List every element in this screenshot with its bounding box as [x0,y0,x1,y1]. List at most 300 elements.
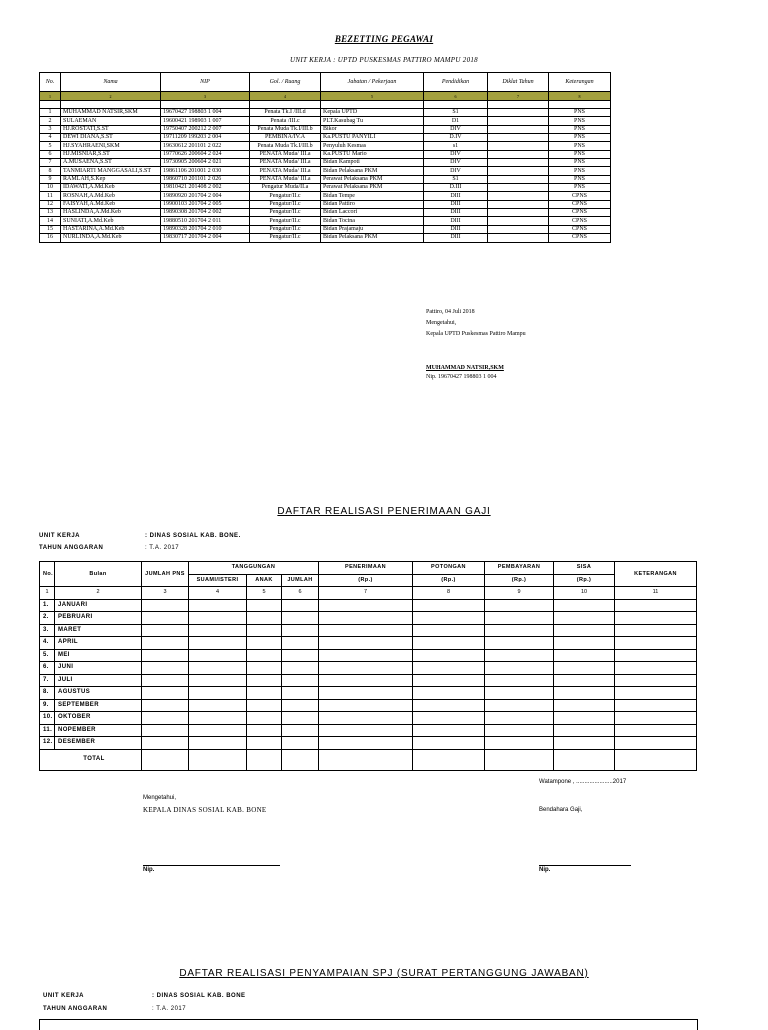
empty-cell [554,699,615,712]
month-no: 6. [40,662,55,675]
cell-nama: ROSNAH,A.Md.Keb [61,192,161,200]
empty-cell [615,737,697,750]
cell-diklat [488,225,549,233]
table-row [40,175,611,183]
cell-nip: 19861106 201001 2 030 [161,167,250,175]
cell-no: 6 [40,150,61,158]
month-name: JUNI [55,662,142,675]
month-no: 10. [40,712,55,725]
empty-cell [485,749,554,770]
empty-cell [485,724,554,737]
empty-cell [554,674,615,687]
cell-nama: RAMLAH,S.Kep [61,175,161,183]
column-number: 1 [40,587,55,600]
empty-cell [615,724,697,737]
empty-cell [413,662,485,675]
empty-cell [247,737,282,750]
doc2-known: Mengetahui, [143,795,177,801]
month-name: OKTOBER [55,712,142,725]
empty-cell [615,699,697,712]
cell-keterangan: CPNS [549,225,611,233]
cell-diklat [488,109,549,117]
empty-cell [247,699,282,712]
cell-pendidikan: DIV [424,159,488,167]
header-jumlah-pns: JUMLAH PNS [142,562,189,587]
empty-cell [615,599,697,612]
cell-golongan: Penata Muda Tk.I/III.b [250,125,321,133]
month-name: SEPTEMBER [55,699,142,712]
empty-cell [615,674,697,687]
cell-no: 14 [40,217,61,225]
empty-cell [189,674,247,687]
month-no: 5. [40,649,55,662]
cell-jabatan: Kepala UPTD [321,109,424,117]
empty-cell [319,749,413,770]
cell-diklat [488,159,549,167]
cell-nama: DEWI DIANA,S.ST [61,134,161,142]
empty-cell [485,624,554,637]
cell-nip: 19890920 201704 2 004 [161,192,250,200]
empty-cell [413,649,485,662]
cell-keterangan: CPNS [549,234,611,242]
empty-cell [189,699,247,712]
column-number: 5 [321,92,424,101]
cell-golongan: Pengatur/II.c [250,200,321,208]
month-name: JANUARI [55,599,142,612]
doc1-title: BEZETTING PEGAWAI [334,34,434,44]
empty-cell [282,737,319,750]
cell-pendidikan: DIII [424,192,488,200]
cell-keterangan: PNS [549,150,611,158]
empty-cell [485,674,554,687]
empty-cell [615,624,697,637]
table-row [40,200,611,208]
column-number: 3 [161,92,250,101]
doc3-year-value: : T.A. 2017 [152,1006,187,1012]
cell-no: 10 [40,184,61,192]
cell-nip: 19890308 201704 2 002 [161,209,250,217]
empty-cell [142,712,189,725]
empty-cell [142,724,189,737]
empty-cell [142,649,189,662]
empty-cell [247,599,282,612]
column-number: 3 [142,587,189,600]
header-no: No. [40,73,61,92]
cell-golongan: Pengatur/II.c [250,234,321,242]
table-row [40,109,611,117]
empty-cell [319,699,413,712]
empty-cell [247,749,282,770]
header-no: No. [40,562,55,587]
cell-jabatan: PLT.Kasubag Tu [321,117,424,125]
header-potongan: POTONGAN [413,562,485,575]
month-no: 9. [40,699,55,712]
empty-cell [189,599,247,612]
cell-jabatan: Perawat Pelaksana PKM [321,175,424,183]
doc1-position: Kepala UPTD Puskesmas Pattiro Mampu [426,331,526,337]
month-row [40,712,697,725]
cell-diklat [488,200,549,208]
spj-table-top [39,1019,698,1030]
empty-cell [319,637,413,650]
header-rp: (Rp.) [413,574,485,587]
month-row [40,649,697,662]
empty-cell [319,674,413,687]
cell-diklat [488,125,549,133]
empty-cell [554,737,615,750]
table-row [40,142,611,150]
cell-no: 15 [40,225,61,233]
month-row [40,699,697,712]
column-number: 1 [40,92,61,101]
header-rp: (Rp.) [554,574,615,587]
empty-cell [142,612,189,625]
empty-cell [413,749,485,770]
cell-pendidikan: DIV [424,125,488,133]
table-row [40,209,611,217]
cell-diklat [488,150,549,158]
empty-cell [485,649,554,662]
header-nip: NIP [161,73,250,92]
month-name: NOPEMBER [55,724,142,737]
empty-cell [142,749,189,770]
empty-cell [485,699,554,712]
cell-nama: HJ.SYAHRAENI,SKM [61,142,161,150]
month-no: 8. [40,687,55,700]
empty-cell [554,599,615,612]
empty-cell [189,624,247,637]
table-row [40,234,611,242]
empty-cell [554,662,615,675]
cell-no: 3 [40,125,61,133]
cell-golongan: PEMBINA/IV.A [250,134,321,142]
cell-keterangan: PNS [549,134,611,142]
cell-nama: NURLINDA,A.Md.Keb [61,234,161,242]
empty-cell [615,637,697,650]
doc3-year-label: TAHUN ANGGARAN [43,1006,108,1012]
month-no: 11. [40,724,55,737]
empty-cell [142,624,189,637]
table-row [40,192,611,200]
cell-no: 16 [40,234,61,242]
table-row [40,159,611,167]
cell-keterangan: CPNS [549,192,611,200]
doc2-place-date: Watampone , ......................2017 [539,779,627,785]
cell-pendidikan: S1 [424,175,488,183]
bezetting-table [39,72,611,243]
empty-cell [319,737,413,750]
cell-jabatan: Bidan Tocina [321,217,424,225]
doc2-head-position: KEPALA DINAS SOSIAL KAB. BONE [143,806,267,814]
month-row [40,687,697,700]
cell-no: 13 [40,209,61,217]
month-name: MARET [55,624,142,637]
header-golongan: Gol. / Ruang [250,73,321,92]
doc1-subtitle: UNIT KERJA : UPTD PUSKESMAS PATTIRO MAMPU 2018 [290,56,478,64]
empty-cell [247,612,282,625]
cell-nama: MUHAMMAD NATSIR,SKM [61,109,161,117]
empty-cell [247,637,282,650]
empty-cell [189,687,247,700]
header-diklat: Diklat Tahun [488,73,549,92]
doc1-place-date: Pattiro, 04 Juli 2018 [426,309,475,315]
empty-cell [615,649,697,662]
table-row [40,134,611,142]
cell-keterangan: CPNS [549,217,611,225]
cell-nama: FAISYAH,A.Md.Keb [61,200,161,208]
cell-nama: TANMIARTI MANGGASALI,S.ST [61,167,161,175]
cell-keterangan: PNS [549,142,611,150]
empty-cell [189,712,247,725]
cell-no: 11 [40,192,61,200]
empty-cell [554,749,615,770]
cell-jabatan: Bidan Tempe [321,192,424,200]
cell-keterangan: CPNS [549,200,611,208]
empty-cell [413,612,485,625]
empty-cell [554,612,615,625]
empty-cell [319,687,413,700]
cell-nip: 19670427 198803 1 004 [161,109,250,117]
cell-nip: 19770626 200604 2 024 [161,150,250,158]
empty-cell [247,712,282,725]
cell-nip: 19900103 201704 2 005 [161,200,250,208]
cell-nama: SUNIATI,A.Md.Keb [61,217,161,225]
cell-no: 5 [40,142,61,150]
blank-row [40,101,611,109]
cell-golongan: PENATA Muda/ III.a [250,175,321,183]
column-number: 8 [549,92,611,101]
cell-keterangan: PNS [549,117,611,125]
month-name: APRIL [55,637,142,650]
header-penerimaan: PENERIMAAN [319,562,413,575]
empty-cell [142,662,189,675]
column-number: 9 [485,587,554,600]
empty-cell [282,599,319,612]
cell-diklat [488,184,549,192]
cell-pendidikan: D1 [424,117,488,125]
cell-pendidikan: D.IV [424,134,488,142]
column-number: 10 [554,587,615,600]
cell-nama: A.MUSAENA,S.ST [61,159,161,167]
column-number: 4 [250,92,321,101]
cell-keterangan: PNS [549,175,611,183]
cell-no: 8 [40,167,61,175]
cell-pendidikan: DIV [424,150,488,158]
cell-diklat [488,175,549,183]
cell-nip: 19830717 201704 2 004 [161,234,250,242]
empty-cell [247,724,282,737]
cell-golongan: Pengatur/II.c [250,209,321,217]
header-nama: Nama [61,73,161,92]
cell-nip: 19600421 198903 1 007 [161,117,250,125]
cell-diklat [488,192,549,200]
empty-cell [282,662,319,675]
cell-keterangan: PNS [549,159,611,167]
cell-nama: HJ.ROSTATI,S.ST [61,125,161,133]
empty-cell [247,662,282,675]
empty-cell [189,662,247,675]
header-tanggungan: TANGGUNGAN [189,562,319,575]
cell-keterangan: PNS [549,167,611,175]
empty-cell [319,624,413,637]
cell-no: 1 [40,109,61,117]
month-no: 2. [40,612,55,625]
cell-pendidikan: DIV [424,167,488,175]
cell-golongan: Pengatur/II.c [250,225,321,233]
empty-cell [615,749,697,770]
doc2-nip-treasurer: Nip. [539,867,551,873]
month-row [40,724,697,737]
header-rp: (Rp.) [319,574,413,587]
cell-nip: 19810421 201408 2 002 [161,184,250,192]
cell-nip: 19750407 200212 2 007 [161,125,250,133]
empty-cell [413,637,485,650]
month-name: DESEMBER [55,737,142,750]
cell-diklat [488,209,549,217]
empty-cell [189,649,247,662]
month-row [40,737,697,750]
doc3-unit-value: : DINAS SOSIAL KAB. BONE [152,993,246,999]
header-pembayaran: PEMBAYARAN [485,562,554,575]
cell-pendidikan: DIII [424,200,488,208]
column-number: 5 [247,587,282,600]
cell-golongan: Pengatur/II.c [250,217,321,225]
column-number: 6 [282,587,319,600]
empty-cell [413,599,485,612]
cell-pendidikan: S1 [424,109,488,117]
header-jumlah: JUMLAH [282,574,319,587]
empty-cell [413,712,485,725]
empty-cell [319,649,413,662]
cell-golongan: PENATA Muda/ III.a [250,159,321,167]
cell-diklat [488,234,549,242]
cell-jabatan: Bidan Laccori [321,209,424,217]
cell-nama: HASTARINA,A.Md.Keb [61,225,161,233]
month-row [40,612,697,625]
cell-nama: SULAEMAN [61,117,161,125]
doc2-unit-label: UNIT KERJA [39,533,81,539]
cell-no: 2 [40,117,61,125]
empty-cell [615,612,697,625]
table-row [40,117,611,125]
cell-nip: 19860710 201101 2 026 [161,175,250,183]
table-row [40,217,611,225]
cell-no: 4 [40,134,61,142]
cell-keterangan: PNS [549,125,611,133]
doc3-unit-label: UNIT KERJA [43,993,85,999]
cell-golongan: Pengatur Muda/II.a [250,184,321,192]
cell-nama: HJ.MISNIAR,S.ST [61,150,161,158]
month-row [40,624,697,637]
doc2-treasurer: Bendahara Gaji, [539,807,583,813]
empty-cell [282,687,319,700]
empty-cell [319,712,413,725]
header-suami-isteri: SUAMI/ISTERI [189,574,247,587]
empty-cell [142,687,189,700]
cell-nip: 19880510 201704 2 011 [161,217,250,225]
column-number: 7 [488,92,549,101]
month-name: AGUSTUS [55,687,142,700]
cell-nip: 19890328 201704 2 010 [161,225,250,233]
cell-nip: 19711209 199203 2 004 [161,134,250,142]
column-number: 6 [424,92,488,101]
empty-cell [189,612,247,625]
empty-cell [247,674,282,687]
header-sisa: SISA [554,562,615,575]
gaji-table [39,561,697,771]
month-name: JULI [55,674,142,687]
header-keterangan: KETERANGAN [615,562,697,587]
month-no: 3. [40,624,55,637]
cell-nama: IDAWATI,A.Md.Keb [61,184,161,192]
cell-keterangan: PNS [549,184,611,192]
cell-jabatan: Ka.PUSTU PANYILI [321,134,424,142]
column-number: 11 [615,587,697,600]
empty-cell [142,637,189,650]
cell-golongan: Pengatur/II.c [250,192,321,200]
month-row [40,674,697,687]
empty-cell [554,649,615,662]
empty-cell [485,637,554,650]
empty-cell [189,737,247,750]
cell-nip: 19730905 200604 2 021 [161,159,250,167]
cell-no: 9 [40,175,61,183]
cell-nama: HASLINDA,A.Md.Keb [61,209,161,217]
cell-pendidikan: DIII [424,217,488,225]
doc1-known: Mengetahui, [426,320,457,326]
empty-cell [282,624,319,637]
cell-golongan: Penata Tk.I /III.d [250,109,321,117]
empty-cell [554,687,615,700]
empty-cell [413,724,485,737]
header-anak: ANAK [247,574,282,587]
cell-golongan: Penata Muda Tk.I/III.b [250,142,321,150]
signature-line-head [143,865,280,866]
empty-cell [247,649,282,662]
month-name: PEBRUARI [55,612,142,625]
empty-cell [485,599,554,612]
empty-cell [247,687,282,700]
header-rp: (Rp.) [485,574,554,587]
empty-cell [319,599,413,612]
empty-cell [485,662,554,675]
empty-cell [142,674,189,687]
doc2-year-value: : T.A. 2017 [145,545,180,551]
empty-cell [485,712,554,725]
table-row [40,225,611,233]
cell-pendidikan: s1 [424,142,488,150]
empty-cell [615,687,697,700]
column-number-row [40,92,611,101]
total-label: TOTAL [40,749,142,770]
cell-jabatan: Bikor [321,125,424,133]
month-no: 4. [40,637,55,650]
empty-cell [554,724,615,737]
empty-cell [247,624,282,637]
empty-cell [282,674,319,687]
cell-golongan: PENATA Muda/ III.a [250,167,321,175]
empty-cell [142,599,189,612]
header-keterangan: Keterangan [549,73,611,92]
doc2-title: DAFTAR REALISASI PENERIMAAN GAJI [277,506,491,517]
month-no: 1. [40,599,55,612]
cell-diklat [488,134,549,142]
empty-cell [413,687,485,700]
cell-diklat [488,167,549,175]
cell-golongan: PENATA Muda/ III.a [250,150,321,158]
table-row [40,184,611,192]
empty-cell [615,712,697,725]
